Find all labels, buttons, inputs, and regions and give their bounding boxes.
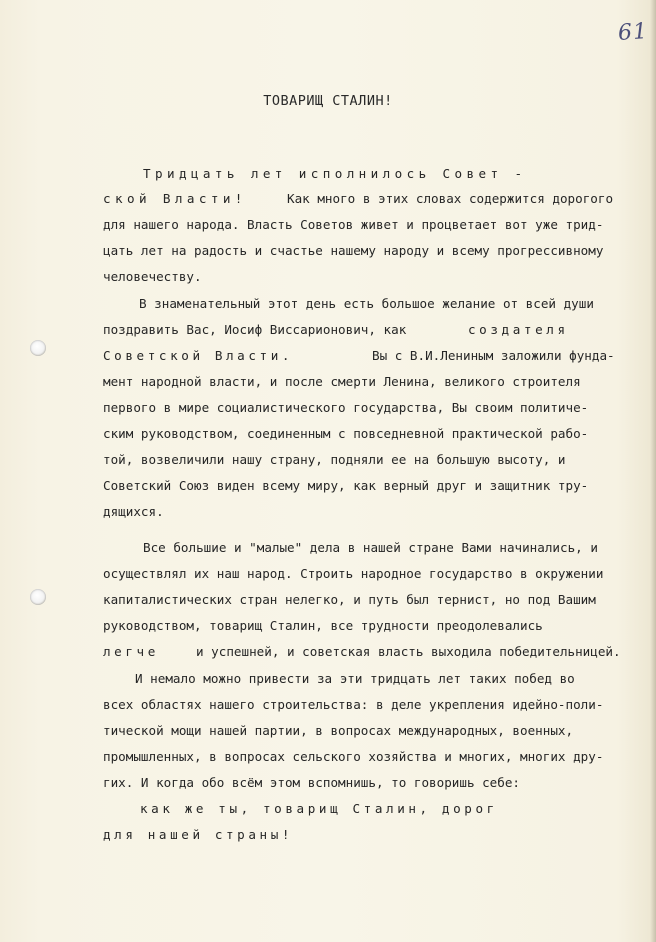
text-line: ским руководством, соединенным с повседневной практической рабо- [103, 426, 589, 441]
punch-hole-top [30, 340, 46, 356]
letter-title: ТОВАРИЩ СТАЛИН! [263, 93, 393, 109]
text-line: И немало можно привести за эти тридцать лет таких побед во [135, 671, 575, 686]
text-line: легче [103, 644, 159, 659]
text-line: Вы с В.И.Лениным заложили фунда- [372, 348, 615, 363]
text-line: Тридцать лет исполнилось Совет - [143, 166, 527, 181]
text-line: В знаменательный этот день есть большое желание от всей души [139, 296, 594, 311]
text-line: капиталистических стран нелегко, и путь был тернист, но под Вашим [103, 592, 596, 607]
text-line: Как много в этих словах содержится дорогого [287, 191, 614, 206]
punch-hole-bottom [30, 589, 46, 605]
text-line: промышленных, в вопросах сельского хозяйства и многих, многих дру- [103, 749, 604, 764]
text-line: той, возвеличили нашу страну, подняли ее на большую высоту, и [103, 452, 566, 467]
text-line: для нашей страны! [103, 827, 294, 842]
text-line: создателя [468, 322, 569, 337]
text-line: поздравить Вас, Иосиф Виссарионович, как [103, 322, 407, 337]
page-edge-shadow [650, 0, 656, 942]
text-line: всех областях нашего строительства: в деле укрепления идейно-поли- [103, 697, 604, 712]
text-line: Советский Союз виден всему миру, как верный друг и защитник тру- [103, 478, 589, 493]
text-line: мент народной власти, и после смерти Ленина, великого строителя [103, 374, 581, 389]
text-line: осуществлял их наш народ. Строить народное государство в окружении [103, 566, 604, 581]
text-line: первого в мире социалистического государства, Вы своим политиче- [103, 400, 589, 415]
text-line: руководством, товарищ Сталин, все трудности преодолевались [103, 618, 543, 633]
text-line: как же ты, товарищ Сталин, дорог [140, 801, 498, 816]
text-line: дящихся. [103, 504, 164, 519]
text-line: гих. И когда обо всём этом вспомнишь, то говоришь себе: [103, 775, 521, 790]
handwritten-page-number: 61 [617, 18, 649, 47]
text-line: Все большие и "малые" дела в нашей стране Вами начинались, и [143, 540, 598, 555]
text-line: цать лет на радость и счастье нашему народу и всему прогрессивному [103, 243, 604, 258]
text-line: и успешней, и советская власть выходила победительницей. [196, 644, 621, 659]
text-line: для нашего народа. Власть Советов живет и процветает вот уже трид- [103, 217, 604, 232]
text-line: тической мощи нашей партии, в вопросах международных, военных, [103, 723, 574, 738]
text-line: ской Власти! [103, 191, 247, 206]
text-line: человечеству. [103, 269, 202, 284]
text-line: Советской Власти. [103, 348, 294, 363]
